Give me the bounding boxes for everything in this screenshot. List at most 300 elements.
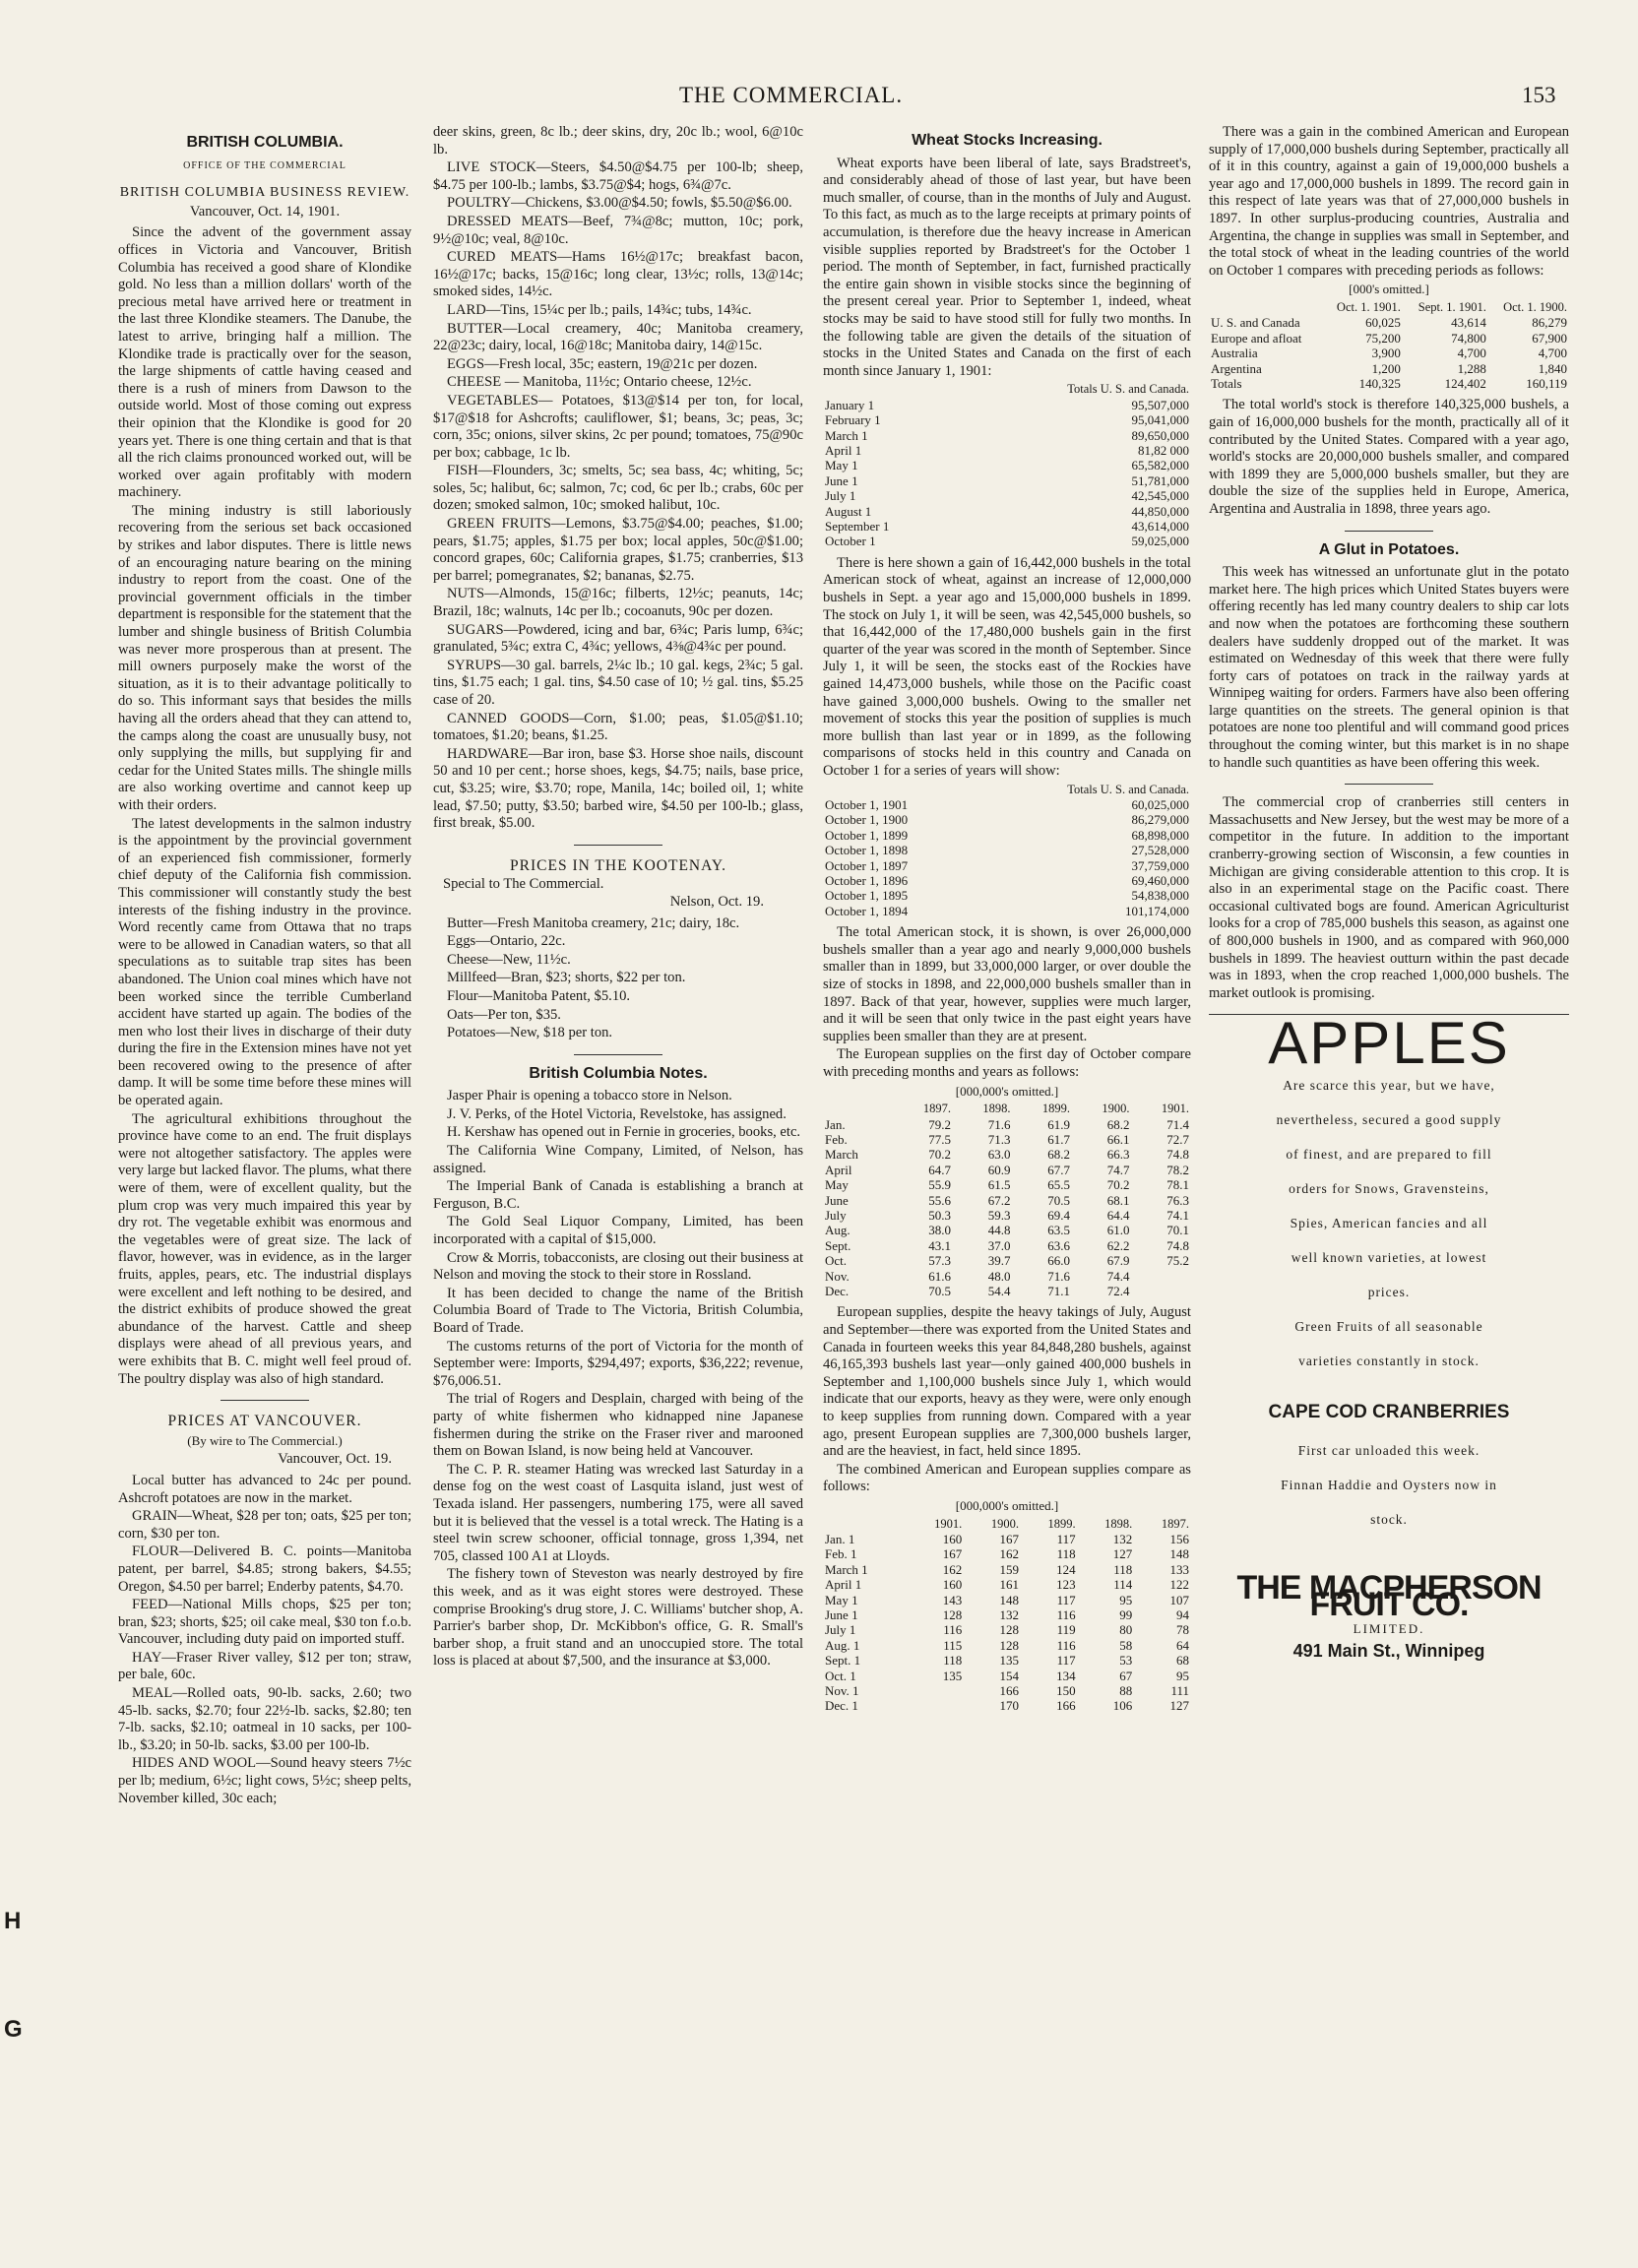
table-cell: April: [825, 1162, 852, 1177]
table-body: [823, 1102, 1191, 1298]
publication-title: THE COMMERCIAL.: [679, 83, 904, 107]
table-cell: 167: [999, 1531, 1019, 1546]
table-cell: October 1, 1897: [825, 857, 909, 873]
table-cell: 127: [1112, 1546, 1133, 1562]
table-cell: 78.1: [1166, 1177, 1189, 1193]
table-cell: 170: [999, 1698, 1019, 1714]
price-paragraph: GRAIN—Wheat, $28 per ton; oats, $25 per ton; corn, $30 per ton.: [118, 1508, 411, 1542]
table-row: [823, 458, 1191, 472]
table-row: [823, 1208, 1191, 1223]
ad-line: Finnan Haddie and Oysters now in: [1281, 1477, 1497, 1492]
table-cell: May: [825, 1177, 849, 1193]
table-cell: 156: [1169, 1531, 1189, 1546]
table-cell: 1900.: [990, 1516, 1019, 1531]
kootenay-item: Butter—Fresh Manitoba creamery, 21c; dairy, 18c.: [447, 914, 740, 931]
price-paragraph: FEED—National Mills chops, $25 per ton; bran, $23; shorts, $25; oil cake meal, $30 ton f.o.b. Vancouver, including duty paid on imported stuff.: [118, 1597, 411, 1648]
table-cell: 1898.: [982, 1102, 1011, 1116]
table-cell: 61.6: [928, 1268, 951, 1284]
table-cell: October 1, 1900: [825, 812, 909, 828]
table-row: [823, 1163, 1191, 1177]
table-cell: 116: [1056, 1606, 1076, 1622]
table-row: [823, 812, 1191, 827]
table-cell: Sept. 1: [825, 1653, 861, 1669]
table-cell: [1209, 300, 1322, 315]
table-cell: January 1: [825, 397, 875, 412]
table-cell: 94: [1176, 1606, 1189, 1622]
price-paragraph: NUTS—Almonds, 15@16c; filberts, 12½c; peanuts, 14c; Brazil, 18c; walnuts, 14c per lb.; cocoanuts, 90c per dozen.: [433, 586, 803, 620]
table-cell: 143: [942, 1592, 963, 1607]
table-cell: 71.4: [1166, 1116, 1189, 1132]
table-cell: 95,041,000: [1131, 412, 1189, 428]
table-cell: 70.2: [1106, 1177, 1130, 1193]
table-header: Totals U. S. and Canada.: [1067, 382, 1189, 397]
table-cell: Nov. 1: [825, 1682, 859, 1698]
paragraph: The latest developments in the salmon industry is the appointment by the provincial government of an experienced fish commissioner, formerly chief deputy of the California fish commission. This commissioner will constantly study the best interests of the fishing industry in the province. Word recently came from Ottawa that no traps were to be allowed in Canadian waters, so that all speculations as to suitable trap sites has been abandoned. The Union coal mines which have not been worked since the terrible Cumberland accident have started up again. The bodies of the men who lost their lives in discharge of their duty during the fire in the Extension mines have not yet been recovered owing to the presence of after damp. It will be some time before these mines will be operated again.: [118, 815, 411, 1109]
table-cell: [823, 1102, 893, 1116]
price-paragraph: GREEN FRUITS—Lemons, $3.75@$4.00; peaches, $1.00; pears, $1.75; apples, $1.75 per box; local apples, 50c@$1.00; concord grapes, 60c; California grapes, $1.75; cranberries, $13 per barrel; pomegranates, $2; bananas, $2.75.: [433, 516, 803, 584]
wire-note: (By wire to The Commercial.): [187, 1432, 343, 1448]
table-cell: 67,900: [1532, 330, 1567, 346]
table-cell: 95: [1176, 1668, 1189, 1683]
world-stocks-table: [1209, 300, 1569, 391]
paragraph: The total American stock, it is shown, is over 26,000,000 bushels smaller than a year ago and nearly 9,000,000 bushels smaller than in 1899, but 33,000,000 larger, or over double the size of stocks in 1898, and 22,000,000 bushels smaller than in 1897. Back of that year, however, supplies were much larger, and it will be seen that only twice in the past eight years have supplies been smaller than they are at present.: [823, 924, 1191, 1044]
divider: [574, 845, 662, 846]
table-cell: 60,025: [1365, 315, 1401, 331]
table-cell: 55.6: [928, 1192, 951, 1208]
kootenay-item: Millfeed—Bran, $23; shorts, $22 per ton.: [447, 970, 686, 986]
column-2: [433, 124, 803, 2240]
table-cell: 154: [999, 1668, 1019, 1683]
kootenay-item: Cheese—New, 11½c.: [447, 951, 571, 968]
table-cell: 1899.: [1041, 1102, 1070, 1116]
price-paragraph: HARDWARE—Bar iron, base $3. Horse shoe nails, discount 50 and 10 per cent.; horse shoes, kegs, $4.75; nails, base price, cut, $3.25; wire, $3.70; rope, Manila, 14c; boiled oil, 1; white lead, $7.50; putty, $3.50; barbed wire, $4.50 per 100-lb.; glass, first break, $5.00.: [433, 745, 803, 832]
note-item: The California Wine Company, Limited, of Nelson, has assigned.: [433, 1143, 803, 1176]
table-row: [823, 1669, 1191, 1683]
table-row: [1209, 346, 1569, 360]
table-cell: 135: [999, 1653, 1019, 1669]
table-cell: [823, 1517, 908, 1532]
table-cell: 119: [1056, 1622, 1076, 1638]
note-item: J. V. Perks, of the Hotel Victoria, Revelstoke, has assigned.: [447, 1105, 787, 1122]
table-cell: March 1: [825, 1561, 868, 1577]
table-row: [823, 504, 1191, 519]
table-cell: 58: [1119, 1637, 1133, 1653]
price-paragraph: POULTRY—Chickens, $3.00@$4.50; fowls, $5.50@$6.00.: [447, 195, 792, 212]
ad-address: 491 Main St., Winnipeg: [1292, 1641, 1485, 1662]
table-cell: April 1: [825, 442, 862, 458]
monthly-stocks-table: [823, 382, 1191, 548]
table-cell: 48.0: [987, 1268, 1011, 1284]
table-cell: 80: [1119, 1622, 1133, 1638]
table-row: [823, 1193, 1191, 1208]
table-cell: 128: [942, 1606, 963, 1622]
table-cell: 74.8: [1166, 1237, 1189, 1253]
table-cell: 111: [1170, 1682, 1189, 1698]
table-cell: Dec.: [825, 1283, 850, 1298]
table-row: [823, 843, 1191, 857]
table-row: [823, 488, 1191, 503]
table-cell: 106: [1112, 1698, 1133, 1714]
combined-supplies-table: [823, 1517, 1191, 1714]
table-cell: 79.2: [928, 1116, 951, 1132]
table-cell: 43,614,000: [1131, 518, 1189, 534]
table-cell: 68.2: [1047, 1147, 1070, 1163]
table-note: [000,000's omitted.]: [955, 1083, 1059, 1099]
table-row: [823, 1223, 1191, 1237]
paragraph: The agricultural exhibitions throughout the province have come to an end. The fruit displays were not altogether satisfactory. The apples were very large but lacked flavor. The plums, what there were of them, were of excellent quality, but the plum crop was very much impaired this year by dry rot. The vegetable exhibit was enormous and the vegetables were of great size. The lack of flavor, however, was in evidence, as in the larger fruits, apples, pears, etc. The industrial displays were excellent and left nothing to be desired, and the district exhibits of produce showed the great abundance of the harvest. Cattle and sheep displays were ahead of all previous years, and were exhibits that B. C. might well feel proud of. The poultry display was also of high standard.: [118, 1110, 411, 1387]
table-cell: 74,800: [1451, 330, 1486, 346]
table-cell: 51,781,000: [1131, 472, 1189, 488]
table-cell: Totals: [1211, 375, 1242, 391]
table-cell: 124: [1056, 1561, 1076, 1577]
table-cell: September 1: [825, 518, 890, 534]
ad-line: prices.: [1367, 1284, 1411, 1299]
table-row: [823, 1546, 1191, 1561]
table-cell: 118: [1113, 1561, 1133, 1577]
table-row: [823, 904, 1191, 918]
table-cell: Aug. 1: [825, 1637, 860, 1653]
table-cell: 127: [1169, 1698, 1189, 1714]
glut-title: A Glut in Potatoes.: [1318, 540, 1460, 558]
price-paragraph: CHEESE — Manitoba, 11½c; Ontario cheese, 12½c.: [447, 374, 752, 391]
table-cell: 67.7: [1047, 1162, 1070, 1177]
table-cell: 39.7: [987, 1253, 1011, 1269]
table-cell: 123: [1056, 1577, 1076, 1593]
table-row: [823, 398, 1191, 412]
table-cell: June 1: [825, 1606, 858, 1622]
table-row: [823, 1177, 1191, 1192]
table-cell: 60,025,000: [1131, 796, 1189, 812]
kootenay-item: Flour—Manitoba Patent, $5.10.: [447, 987, 631, 1004]
table-row: [1209, 331, 1569, 346]
table-row: [1209, 361, 1569, 376]
table-cell: 37.0: [987, 1237, 1011, 1253]
note-item: The trial of Rogers and Desplain, charged with being of the party of white fishermen who kidnapped nine Japanese fishermen during the strike on the Fraser river and marooned them on Bowan Island, is now being held at Vancouver.: [433, 1391, 803, 1460]
table-cell: 69,460,000: [1131, 872, 1189, 888]
table-cell: 135: [942, 1668, 963, 1683]
table-cell: Oct. 1: [825, 1668, 856, 1683]
table-cell: Sept. 1. 1901.: [1418, 299, 1486, 314]
table-cell: 67: [1119, 1668, 1133, 1683]
table-cell: 1897.: [922, 1102, 951, 1116]
table-row: [823, 1532, 1191, 1546]
table-cell: 88: [1119, 1682, 1133, 1698]
table-row: [823, 1653, 1191, 1668]
ad-line: varieties constantly in stock.: [1298, 1353, 1480, 1368]
ad-cranberries-headline: CAPE COD CRANBERRIES: [1268, 1401, 1510, 1422]
table-row: [823, 1622, 1191, 1637]
table-cell: 50.3: [928, 1207, 951, 1223]
price-paragraph: CURED MEATS—Hams 16½@17c; breakfast bacon, 16½@17c; backs, 15@16c; long clear, 13½c; rolls, 13@14c; smoked sides, 14½c.: [433, 249, 803, 300]
kootenay-dateline: Nelson, Oct. 19.: [669, 893, 764, 910]
table-cell: Argentina: [1211, 360, 1262, 376]
divider: [1345, 531, 1433, 532]
table-cell: July 1: [825, 488, 856, 504]
table-cell: 1898.: [1104, 1516, 1133, 1531]
table-cell: 70.5: [1047, 1192, 1070, 1208]
running-head: [0, 83, 1638, 114]
table-cell: 160: [942, 1531, 963, 1546]
table-cell: 63.5: [1047, 1223, 1070, 1238]
table-cell: 1897.: [1161, 1516, 1189, 1531]
ad-line: Spies, American fancies and all: [1290, 1215, 1488, 1230]
table-cell: February 1: [825, 412, 881, 428]
table-row: [823, 1593, 1191, 1607]
table-row: [823, 1238, 1191, 1253]
table-cell: 81,82 000: [1138, 442, 1189, 458]
table-cell: 74.7: [1106, 1162, 1130, 1177]
paragraph: Wheat exports have been liberal of late, says Bradstreet's, and considerably ahead of those of last year, but have been much smaller, of course, than in the months of July and August. To this fact, as much as to the large receipts at primary points of accumulation, is therefore due the heavy increase in American visible supplies reported by Bradstreet's for the October 1 period. The month of September, in fact, furnished practically the entire gain shown in visible stocks since the beginning of the present cereal year. Prior to September 1, indeed, wheat stocks may be said to have stood still for fully two months. In the following table are given the details of the situation of stocks in the United States and Canada on the first of each month since January 1, 1901:: [823, 155, 1191, 379]
table-cell: October 1, 1899: [825, 827, 909, 843]
table-body: [823, 398, 1191, 549]
table-cell: 162: [999, 1546, 1019, 1562]
table-cell: 74.8: [1166, 1147, 1189, 1163]
table-cell: Feb. 1: [825, 1546, 857, 1562]
ad-headline: APPLES: [1268, 1010, 1510, 1077]
section-heading: BRITISH COLUMBIA.: [186, 134, 344, 151]
table-cell: 140,325: [1358, 375, 1401, 391]
table-cell: Oct.: [825, 1253, 848, 1269]
table-row: [823, 828, 1191, 843]
table-row: [823, 1132, 1191, 1147]
note-item: The fishery town of Steveston was nearly destroyed by fire this week, and as it was eight stores were destroyed. These comprise Brooking's drug store, J. C. Williams' butcher shop, A. Parrier's barber shop, Dr. McKibbon's office, G. R. Small's barber shop, a fruit stand and an unoccupied store. The total loss is placed at about $7,500, and the insurance at $3,000.: [433, 1566, 803, 1670]
table-cell: March 1: [825, 427, 868, 443]
table-cell: Oct. 1. 1901.: [1336, 299, 1401, 314]
table-cell: 159: [999, 1561, 1019, 1577]
table-cell: 166: [999, 1682, 1019, 1698]
table-cell: Aug.: [825, 1223, 850, 1238]
note-item: Crow & Morris, tobacconists, are closing out their business at Nelson and moving the stock to their store in Rossland.: [433, 1249, 803, 1284]
table-cell: 44,850,000: [1131, 503, 1189, 519]
ad-limited: LIMITED.: [1353, 1620, 1425, 1636]
table-row: [823, 473, 1191, 488]
paragraph: The total world's stock is therefore 140,325,000 bushels, a gain of 16,000,000 bushels for the month, practically all of it contributed by the United States. Compared with a year ago, world's stocks are 20,000,000 bushels smaller, and compared with 1899 they are 5,000,000 bushels smaller, but they are double the size of the supplies held in Europe, America, Argentina and Australia in 1898, three years ago.: [1209, 397, 1569, 517]
table-cell: 1901.: [1161, 1102, 1189, 1116]
table-cell: 95: [1119, 1592, 1133, 1607]
ad-line: Green Fruits of all seasonable: [1294, 1318, 1483, 1334]
note-item: H. Kershaw has opened out in Fernie in groceries, books, etc.: [447, 1124, 801, 1141]
paragraph: There is here shown a gain of 16,442,000 bushels in the total American stock of wheat, against an increase of 12,000,000 bushels in Sept. a year ago and 15,000,000 bushels in 1899. The stock on July 1, it will be seen, was 42,545,000 bushels, so that 16,442,000 of the 17,480,000 bushels gain in the first quarter of the year was scored in the month of September. Since July 1, it will be seen, the stocks east of the Rockies have gained 14,473,000 bushels, while those on the Pacific coast have gained 3,000,000 bushels. Owing to the smaller net movement of stocks this year the position of supplies is much more bullish than last year or in 1899, as the following comparisons of stocks held in this country and Canada on October 1 for a series of years will show:: [823, 554, 1191, 779]
price-paragraph: Local butter has advanced to 24c per pound. Ashcroft potatoes are now in the market.: [118, 1472, 411, 1506]
table-row: [823, 797, 1191, 812]
price-paragraph: deer skins, green, 8c lb.; deer skins, dry, 20c lb.; wool, 6@10c lb.: [433, 124, 803, 158]
table-note: [000's omitted.]: [1349, 282, 1429, 297]
paragraph: There was a gain in the combined American and European supply of 17,000,000 bushels during September, practically all of it in this country, against a gain of 19,000,000 bushels a year ago and 17,000,000 bushels in 1899. The record gain in this respect of late years was that of 27,000,000 bushels in 1897. In other surplus-producing countries, Australia and Argentina, the change in supplies was small in September, and the total stock of wheat in the leading countries of the world on October 1 compares with preceding periods as follows:: [1209, 124, 1569, 279]
paragraph: Since the advent of the government assay offices in Victoria and Vancouver, British Columbia has received a good share of Klondike gold. No less than a million dollars' worth of the precious metal have arrived here or treatment in the last three Klondike steamers. The Danube, the latest to arrive, bringing half a million. The Klondike trade is practically over for the season, the large shipments of cattle having ceased and there is a rush of miners from Dawson to the outside world. Most of those coming out express their opinion that the Klondike is good for 20 years yet. There is one thing certain and that is that all the rich claims pronounced worked out, will be worked over again profitably with modern machinery.: [118, 224, 411, 501]
table-cell: 59.3: [987, 1207, 1011, 1223]
table-cell: 67.2: [987, 1192, 1011, 1208]
table-cell: [1131, 1284, 1191, 1298]
table-cell: 4,700: [1457, 346, 1486, 361]
table-cell: 66.3: [1106, 1147, 1130, 1163]
table-body: [1209, 300, 1569, 391]
paragraph: The European supplies on the first day of October compare with preceding months and years as follows:: [823, 1046, 1191, 1080]
table-cell: 68,898,000: [1131, 827, 1189, 843]
table-cell: 75,200: [1365, 330, 1401, 346]
table-cell: 71.6: [1047, 1268, 1070, 1284]
note-item: The customs returns of the port of Victoria for the month of September were: Imports, $294,497; exports, $36,222; revenue, $76,006.51.: [433, 1338, 803, 1389]
dateline: Vancouver, Oct. 14, 1901.: [189, 203, 341, 220]
table-cell: 64.7: [928, 1162, 951, 1177]
table-cell: 71.6: [987, 1116, 1011, 1132]
column-3: [823, 124, 1191, 2240]
table-cell: 99: [1119, 1606, 1133, 1622]
table-cell: 61.9: [1047, 1116, 1070, 1132]
table-cell: 133: [1169, 1561, 1189, 1577]
table-cell: 71.1: [1047, 1283, 1070, 1298]
table-cell: 38.0: [928, 1223, 951, 1238]
table-cell: 61.5: [987, 1177, 1011, 1193]
divider: [220, 1400, 309, 1401]
ad-line: of finest, and are prepared to fill: [1286, 1146, 1492, 1162]
paragraph: The combined American and European supplies compare as follows:: [823, 1461, 1191, 1495]
kootenay-item: Oats—Per ton, $35.: [447, 1006, 561, 1023]
table-cell: 61.0: [1106, 1223, 1130, 1238]
divider: [574, 1054, 662, 1055]
table-cell: October 1, 1901: [825, 796, 909, 812]
table-cell: 67.9: [1106, 1253, 1130, 1269]
note-item: It has been decided to change the name of the British Columbia Board of Trade to The Victoria, British Columbia, Board of Trade.: [433, 1285, 803, 1336]
price-paragraph: VEGETABLES— Potatoes, $13@$14 per ton, for local, $17@$18 for Ashcrofts; cauliflower, $1; beans, 3c; peas, 3c; corn, 35c; onions, silver skins, 2c per pound; tomatoes, 75@90c per box; cabbage, 1c lb.: [433, 392, 803, 461]
price-paragraph: HIDES AND WOOL—Sound heavy steers 7½c per lb; medium, 6½c; light cows, 5½c; sheep pelts, November killed, 30c each;: [118, 1755, 411, 1806]
price-paragraph: LIVE STOCK—Steers, $4.50@$4.75 per 100-lb; sheep, $4.75 per 100-lb.; lambs, $3.75@$4; hogs, 6¾@7c.: [433, 159, 803, 193]
table-row: [823, 1638, 1191, 1653]
table-cell: July 1: [825, 1622, 856, 1638]
table-cell: 69.4: [1047, 1207, 1070, 1223]
table-cell: 57.3: [928, 1253, 951, 1269]
table-cell: 44.8: [987, 1223, 1011, 1238]
table-row: [823, 1698, 1191, 1713]
table-cell: 70.1: [1166, 1223, 1189, 1238]
table-cell: 68.1: [1106, 1192, 1130, 1208]
table-body: [823, 1517, 1191, 1714]
kootenay-special: Special to The Commercial.: [443, 876, 604, 893]
table-cell: 1899.: [1047, 1516, 1076, 1531]
table-cell: 78: [1176, 1622, 1189, 1638]
advertisement: [1209, 1010, 1569, 1662]
table-cell: 116: [1056, 1637, 1076, 1653]
price-paragraph: HAY—Fraser River valley, $12 per ton; straw, per bale, 60c.: [118, 1649, 411, 1683]
table-cell: 74.1: [1166, 1207, 1189, 1223]
ad-line: stock.: [1370, 1511, 1408, 1527]
table-cell: Feb.: [825, 1131, 848, 1147]
table-row: [823, 1253, 1191, 1268]
table-row: [823, 1117, 1191, 1132]
table-cell: 101,174,000: [1125, 903, 1189, 918]
table-cell: 75.2: [1166, 1253, 1189, 1269]
table-row: [823, 873, 1191, 888]
table-row: [823, 1577, 1191, 1592]
table-cell: 115: [943, 1637, 963, 1653]
table-cell: 160,119: [1526, 375, 1567, 391]
table-cell: 43,614: [1451, 315, 1486, 331]
paragraph: The mining industry is still laboriously recovering from the serious set back occasioned by strikes and labor disputes. There is little news of an encouraging nature bearing on the mining industry to report from the coast. One of the provincial government officials in the timber department is responsible for the statement that the lumber and shingle business of British Columbia was never more prosperous than at present. The mill owners purposely make the worst of the situation, as it is to their advantage politically to do so. This informant says that besides the mills having all the orders ahead that they can attend to, the camps along the coast are unusually busy, not only supplying the mills, but supplying fir and cedar for the United States mills. The shingle mills are also working overtime and cannot keep up with their orders.: [118, 502, 411, 813]
table-row: [823, 1269, 1191, 1284]
ad-line: First car unloaded this week.: [1297, 1442, 1480, 1458]
price-paragraph: FISH—Flounders, 3c; smelts, 5c; sea bass, 4c; whiting, 5c; soles, 5c; halibut, 6c; salmon, 7c; cod, 6c per lb.; crabs, 60c per dozen; smoked salmon, 10c; smoked halibut, 10c.: [433, 463, 803, 514]
table-cell: 65,582,000: [1131, 458, 1189, 473]
table-cell: Nov.: [825, 1268, 850, 1284]
table-cell: 116: [943, 1622, 963, 1638]
table-row: [823, 443, 1191, 458]
table-header: Totals U. S. and Canada.: [1067, 782, 1189, 796]
table-cell: 1,840: [1538, 360, 1567, 376]
table-cell: October 1, 1895: [825, 888, 909, 904]
table-cell: 63.0: [987, 1147, 1011, 1163]
kootenay-item: Eggs—Ontario, 22c.: [447, 933, 566, 950]
edge-mark: H: [4, 1908, 22, 1934]
table-cell: 54,838,000: [1131, 888, 1189, 904]
table-header-row: [823, 1517, 1191, 1532]
prices-dateline: Vancouver, Oct. 19.: [278, 1451, 392, 1468]
section-subheading: OFFICE OF THE COMMERCIAL: [183, 159, 346, 171]
ad-line: Are scarce this year, but we have,: [1283, 1077, 1495, 1093]
table-cell: Oct. 1. 1900.: [1503, 299, 1567, 314]
table-cell: Sept.: [825, 1237, 851, 1253]
ad-line: well known varieties, at lowest: [1291, 1249, 1487, 1265]
table-cell: 66.0: [1047, 1253, 1070, 1269]
column-4: [1209, 124, 1569, 2240]
table-cell: 117: [1056, 1531, 1076, 1546]
table-cell: [908, 1683, 965, 1698]
table-cell: 132: [1112, 1531, 1133, 1546]
table-cell: 78.2: [1166, 1162, 1189, 1177]
table-cell: 59,025,000: [1131, 534, 1189, 549]
notes-title: British Columbia Notes.: [529, 1064, 708, 1082]
table-cell: August 1: [825, 503, 872, 519]
table-row: [823, 1683, 1191, 1698]
table-cell: [908, 1698, 965, 1713]
table-cell: 63.6: [1047, 1237, 1070, 1253]
table-cell: 68: [1176, 1653, 1189, 1669]
page-number: 153: [1522, 83, 1556, 107]
note-item: The C. P. R. steamer Hating was wrecked last Saturday in a dense fog on the west coast of Lasquita island, just west of Texada island. Her passengers, numbering 175, were all saved but it is believed that the vessel is a total wreck. The Hating is a steel twin screw schooner, official tonnage, gross 1,394, net 705, classed 100 A1 at Lloyds.: [433, 1461, 803, 1564]
table-cell: 72.4: [1106, 1283, 1130, 1298]
table-body: [823, 797, 1191, 918]
table-cell: U. S. and Canada: [1211, 315, 1300, 331]
note-item: Jasper Phair is opening a tobacco store in Nelson.: [447, 1088, 732, 1104]
paragraph: This week has witnessed an unfortunate glut in the potato market here. The high prices which United States buyers were offering recently has led many country dealers to ship car lots and now when the potatoes are forthcoming these southern dealers have suddenly dropped out of the market. It was estimated on Wednesday of this week that there were fully forty cars of potatoes on track in the railway yards at Winnipeg waiting for orders. Farmers have also been offering large quantities on the streets. The general opinion is that potatoes are none too plentiful and will command good prices throughout the coming winter, but this market is in no shape to handle such quantities as have been offering this week.: [1209, 564, 1569, 771]
table-cell: 61.7: [1047, 1131, 1070, 1147]
table-cell: 162: [942, 1561, 963, 1577]
table-cell: 117: [1056, 1653, 1076, 1669]
table-cell: 118: [1056, 1546, 1076, 1562]
table-cell: 1900.: [1102, 1102, 1130, 1116]
table-cell: April 1: [825, 1577, 862, 1593]
table-row: [823, 534, 1191, 548]
table-cell: 150: [1056, 1682, 1076, 1698]
table-cell: 68.2: [1106, 1116, 1130, 1132]
column-1: [118, 124, 411, 2240]
note-item: The Imperial Bank of Canada is establishing a branch at Ferguson, B.C.: [433, 1178, 803, 1212]
kootenay-title: PRICES IN THE KOOTENAY.: [510, 856, 726, 874]
table-cell: 70.5: [928, 1283, 951, 1298]
table-cell: 27,528,000: [1131, 843, 1189, 858]
table-cell: 160: [942, 1577, 963, 1593]
table-cell: 114: [1113, 1577, 1133, 1593]
table-cell: 148: [1169, 1546, 1189, 1562]
table-cell: 74.4: [1106, 1268, 1130, 1284]
price-paragraph: SUGARS—Powdered, icing and bar, 6¾c; Paris lump, 6¾c; granulated, 5¾c; extra C, 4¾c; yellows, 4⅜@4¾c per pound.: [433, 621, 803, 656]
table-cell: [1131, 1269, 1191, 1284]
paragraph: The commercial crop of cranberries still centers in Massachusetts and New Jersey, but the west may be more of a competitor in the future. In addition to the important cranberry-growing section of Wisconsin, a few counties in Michigan are giving considerable attention to this crop. It is also in an experimental stage on the Pacific coast. There occasional cultivated bogs are found. American Agriculturist looks for a crop of 785,000 bushels this season, as against one of 800,000 bushels in 1900, and as compared with 960,000 bushels in 1899. The heaviest outturn within the past decade was in 1893, when the crop reached 1,000,000 bushels. The market outlook is promising.: [1209, 794, 1569, 1001]
table-cell: 43.1: [928, 1237, 951, 1253]
price-paragraph: BUTTER—Local creamery, 40c; Manitoba creamery, 22@23c; dairy, local, 16@18c; Manitoba dairy, 14@15c.: [433, 320, 803, 354]
table-cell: 64.4: [1106, 1207, 1130, 1223]
table-row: [823, 1607, 1191, 1622]
table-cell: 66.1: [1106, 1131, 1130, 1147]
ad-line: nevertheless, secured a good supply: [1276, 1111, 1502, 1127]
